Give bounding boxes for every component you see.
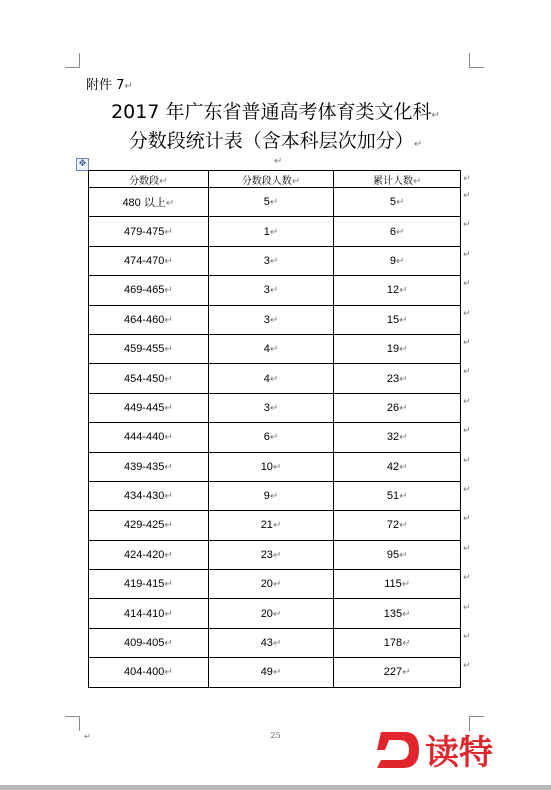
score-range-cell: 459-455↵	[89, 334, 209, 363]
count-cell: 3↵	[208, 393, 334, 422]
row-end-mark: ↵	[463, 308, 471, 319]
cumulative-cell: 26↵	[334, 393, 461, 422]
document-title-line2: 分数段统计表（含本科层次加分）	[128, 130, 414, 152]
bottom-band	[0, 785, 551, 790]
document-title-line2-wrap	[0, 126, 551, 153]
row-end-mark: ↵	[463, 367, 471, 378]
cumulative-cell: 5↵	[334, 188, 461, 217]
attachment-label-line	[86, 74, 133, 93]
score-range-cell: 439-435↵	[89, 452, 209, 481]
count-cell: 20↵	[208, 570, 334, 599]
move-icon[interactable]: ✥	[76, 158, 89, 171]
table-row	[89, 305, 461, 334]
count-cell: 43↵	[208, 628, 334, 657]
cumulative-cell: 72↵	[334, 511, 461, 540]
row-end-mark: ↵	[463, 455, 471, 466]
table-row	[89, 393, 461, 422]
table-row	[89, 658, 461, 687]
row-end-mark: ↵	[463, 514, 471, 525]
count-cell: 49↵	[208, 658, 334, 687]
table-row	[89, 481, 461, 510]
cumulative-cell: 6↵	[334, 217, 461, 246]
score-range-cell: 404-400↵	[89, 658, 209, 687]
score-range-cell: 414-410↵	[89, 599, 209, 628]
document-title-line1-wrap	[0, 97, 551, 124]
count-cell: 9↵	[208, 481, 334, 510]
crop-mark-bottom-left	[65, 716, 80, 731]
count-cell: 10↵	[208, 452, 334, 481]
table-row	[89, 334, 461, 363]
row-end-mark: ↵	[463, 174, 471, 184]
count-cell: 5↵	[208, 188, 334, 217]
count-cell: 3↵	[208, 305, 334, 334]
count-cell: 23↵	[208, 540, 334, 569]
score-range-cell: 454-450↵	[89, 364, 209, 393]
score-range-cell: 434-430↵	[89, 481, 209, 510]
row-end-mark: ↵	[463, 220, 471, 231]
cumulative-cell: 9↵	[334, 246, 461, 275]
count-cell: 1↵	[208, 217, 334, 246]
attachment-label: 附件 7	[86, 78, 125, 93]
score-range-cell: 424-420↵	[89, 540, 209, 569]
paragraph-mark: ↵	[124, 81, 133, 92]
count-cell: 4↵	[208, 334, 334, 363]
row-end-mark: ↵	[463, 632, 471, 642]
score-range-cell: 409-405↵	[89, 628, 209, 657]
document-title-line1: 2017 年广东省普通高考体育类文化科	[111, 101, 432, 123]
row-end-mark: ↵	[463, 338, 471, 348]
table-row	[89, 452, 461, 481]
dute-logo	[375, 728, 515, 772]
cumulative-cell: 23↵	[334, 364, 461, 393]
row-end-mark: ↵	[463, 485, 471, 495]
table-row	[89, 570, 461, 599]
cumulative-cell: 115↵	[334, 570, 461, 599]
table-row	[89, 364, 461, 393]
cumulative-cell: 32↵	[334, 423, 461, 452]
row-end-mark: ↵	[463, 573, 471, 584]
table-row	[89, 511, 461, 540]
table-row	[89, 423, 461, 452]
crop-mark-top-left	[65, 53, 80, 68]
page-number: 25	[270, 731, 281, 740]
score-range-cell: 429-425↵	[89, 511, 209, 540]
paragraph-mark: ↵	[84, 732, 91, 741]
row-end-mark: ↵	[463, 396, 471, 407]
column-header: 分数段人数↵	[208, 171, 334, 188]
row-end-mark: ↵	[463, 661, 471, 672]
table-row	[89, 188, 461, 217]
column-header: 分数段↵	[89, 171, 209, 188]
score-range-cell: 419-415↵	[89, 570, 209, 599]
cumulative-cell: 19↵	[334, 334, 461, 363]
count-cell: 20↵	[208, 599, 334, 628]
table-row	[89, 246, 461, 275]
count-cell: 21↵	[208, 511, 334, 540]
column-header: 累计人数↵	[334, 171, 461, 188]
row-end-mark: ↵	[463, 191, 471, 201]
table-row	[89, 276, 461, 305]
empty-paragraph-mark: ↵	[274, 156, 283, 167]
cumulative-cell: 15↵	[334, 305, 461, 334]
cumulative-cell: 51↵	[334, 481, 461, 510]
crop-mark-top-right	[469, 53, 484, 68]
count-cell: 3↵	[208, 246, 334, 275]
paragraph-mark: ↵	[431, 110, 440, 121]
svg-text:读特: 读特	[425, 733, 493, 772]
count-cell: 3↵	[208, 276, 334, 305]
table-row	[89, 217, 461, 246]
count-cell: 6↵	[208, 423, 334, 452]
cumulative-cell: 227↵	[334, 658, 461, 687]
table-row	[89, 599, 461, 628]
paragraph-mark: ↵	[413, 139, 423, 150]
score-range-cell: 444-440↵	[89, 423, 209, 452]
score-range-cell: 464-460↵	[89, 305, 209, 334]
cumulative-cell: 178↵	[334, 628, 461, 657]
score-range-cell: 480 以上↵	[89, 188, 209, 217]
row-end-mark: ↵	[463, 279, 471, 290]
score-range-cell: 479-475↵	[89, 217, 209, 246]
cumulative-cell: 42↵	[334, 452, 461, 481]
logo-chinese-text	[425, 733, 493, 772]
row-end-mark: ↵	[463, 543, 471, 554]
cumulative-cell: 95↵	[334, 540, 461, 569]
count-cell: 4↵	[208, 364, 334, 393]
cumulative-cell: 135↵	[334, 599, 461, 628]
row-end-mark: ↵	[463, 426, 471, 437]
score-table	[88, 170, 461, 688]
row-end-mark: ↵	[463, 249, 471, 260]
row-end-mark: ↵	[463, 602, 471, 613]
score-range-cell: 449-445↵	[89, 393, 209, 422]
cumulative-cell: 12↵	[334, 276, 461, 305]
score-range-cell: 469-465↵	[89, 276, 209, 305]
logo-d-mark	[377, 732, 419, 768]
table-row	[89, 540, 461, 569]
table-row	[89, 628, 461, 657]
score-range-cell: 474-470↵	[89, 246, 209, 275]
table-header-row	[89, 171, 461, 188]
